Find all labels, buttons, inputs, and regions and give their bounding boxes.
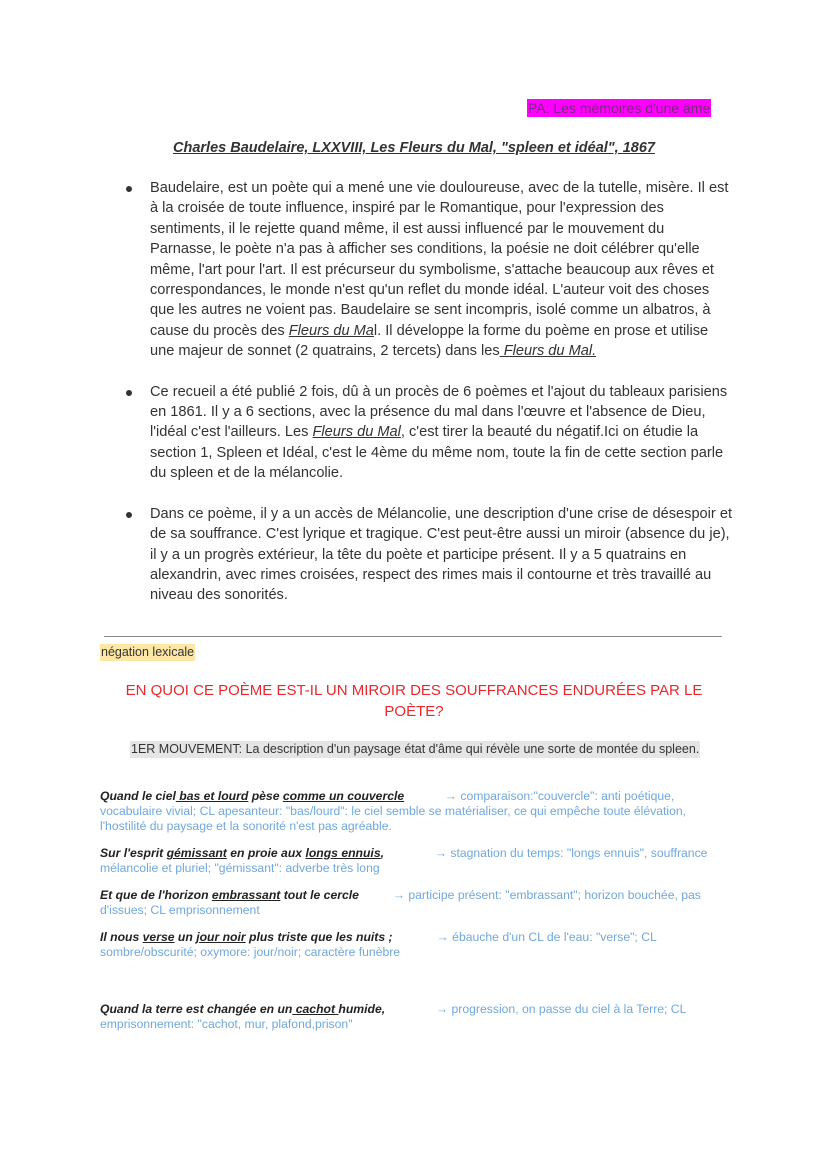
document-title: Charles Baudelaire, LXXVIII, Les Fleurs du Mal, "spleen et idéal", 1867 <box>173 140 655 156</box>
verse-line: Et que de l'horizon embrassant tout le cercle <box>100 888 359 902</box>
verse-item <box>100 930 728 960</box>
bullet-dot-icon <box>126 186 132 192</box>
bullet-item-recueil <box>124 382 734 484</box>
verse-note: → participe présent: "embrassant"; horizon bouchée, pas d'issues; CL emprisonnement <box>100 888 701 917</box>
verse-analysis-list <box>100 789 728 1044</box>
pa-highlight-tag: PA: Les mémoires d'une âme <box>528 100 711 116</box>
work-title-italic: Fleurs du Mal <box>312 424 401 441</box>
verse-line: Quand le ciel bas et lourd pèse comme un couvercle <box>100 789 405 803</box>
bullet-dot-icon <box>126 512 132 518</box>
bullet-text: Ce recueil a été publié 2 fois, dû à un procès de 6 poèmes et l'ajout du tableaux parisiens en 1861. Il y a 6 sections, avec la présence du mal dans l'œuvre et l'absence de Dieu, l'idéal c'est l'ailleurs. Les <box>150 383 728 441</box>
annotation-tag: négation lexicale <box>101 645 195 659</box>
bullet-text: Baudelaire, est un poète qui a mené une vie douloureuse, avec de la tutelle, misère. Il est à la croisée de toute influence, inspiré par le Romantique, pour l'expression des sentiments, il le rejette quand même, il est aussi influencé par le mouvement du Parnasse, le poète n'a pas à afficher ses conditions, la poésie ne doit célébrer qu'elle même, l'art pour l'art. Il est précurseur du symbolisme, s'attache beaucoup aux rêves et correspondances, le monde n'est qu'un reflet du monde idéal. L'auteur voit des choses que les autres ne voient pas. Baudelaire se sent incompris, isolé comme un albatros, à cause du procès des <box>150 180 729 339</box>
verse-item <box>100 846 728 876</box>
verse-item <box>100 1002 728 1032</box>
verse-line: Sur l'esprit gémissant en proie aux longs ennuis, <box>100 846 384 860</box>
movement-heading: 1ER MOUVEMENT: La description d'un paysage état d'âme qui révèle une sorte de montée du spleen. <box>131 742 700 756</box>
bullet-text: Dans ce poème, il y a un accès de Mélancolie, une description d'une crise de désespoir et de sa souffrance. C'est lyrique et tragique. C'est peut-être aussi un miroir (absence du je), il y a un progrès extérieur, la tête du poète et participe présent. Il y a 5 quatrains en alexandrin, avec rimes croisées, respect des rimes mais il contourne et très travaillé au niveau des sonorités. <box>150 505 733 604</box>
verse-note: → ébauche d'un CL de l'eau: "verse"; CL sombre/obscurité; oxymore: jour/noir; caractère funèbre <box>100 930 657 959</box>
work-title-italic: Fleurs du Ma <box>288 322 374 339</box>
spacer <box>100 972 728 1002</box>
verse-note: → comparaison:"couvercle": anti poétique, vocabulaire vivial; CL apesanteur: "bas/lourd": le ciel semble se matérialiser, ce qui empêche toute élévation, l'hostilité du paysage et la sonorité n'est pas agréable. <box>100 789 687 833</box>
verse-line: Il nous verse un jour noir plus triste que les nuits ; <box>100 930 393 944</box>
verse-line: Quand la terre est changée en un cachot humide, <box>100 1002 386 1016</box>
problematique-heading: EN QUOI CE POÈME EST-IL UN MIROIR DES SOUFFRANCES ENDURÉES PAR LE POÈTE? <box>125 682 703 720</box>
work-title-italic: Fleurs du Mal. <box>499 343 597 360</box>
verse-note: → progression, on passe du ciel à la Terre; CL emprisonnement: "cachot, mur, plafond,prison" <box>100 1002 686 1031</box>
verse-item <box>100 789 728 834</box>
horizontal-divider <box>104 636 722 637</box>
bullet-text: l. Il développe la forme du poème en prose et utilise une majeur de sonnet (2 quatrains, 2 tercets) dans les <box>150 322 709 360</box>
bullet-text: , c'est tirer la beauté du négatif.Ici on étudie la section 1, Spleen et Idéal, c'est le 4ème du même nom, toute la fin de cette section parle du spleen et de la mélancolie. <box>150 424 724 482</box>
bullet-item-poeme <box>124 504 734 606</box>
verse-item <box>100 888 728 918</box>
verse-note: → stagnation du temps: "longs ennuis", souffrance mélancolie et pluriel; "gémissant": adverbe très long <box>100 846 708 875</box>
intro-bullet-list <box>124 178 734 626</box>
bullet-item-biography <box>124 178 734 362</box>
bullet-dot-icon <box>126 390 132 396</box>
